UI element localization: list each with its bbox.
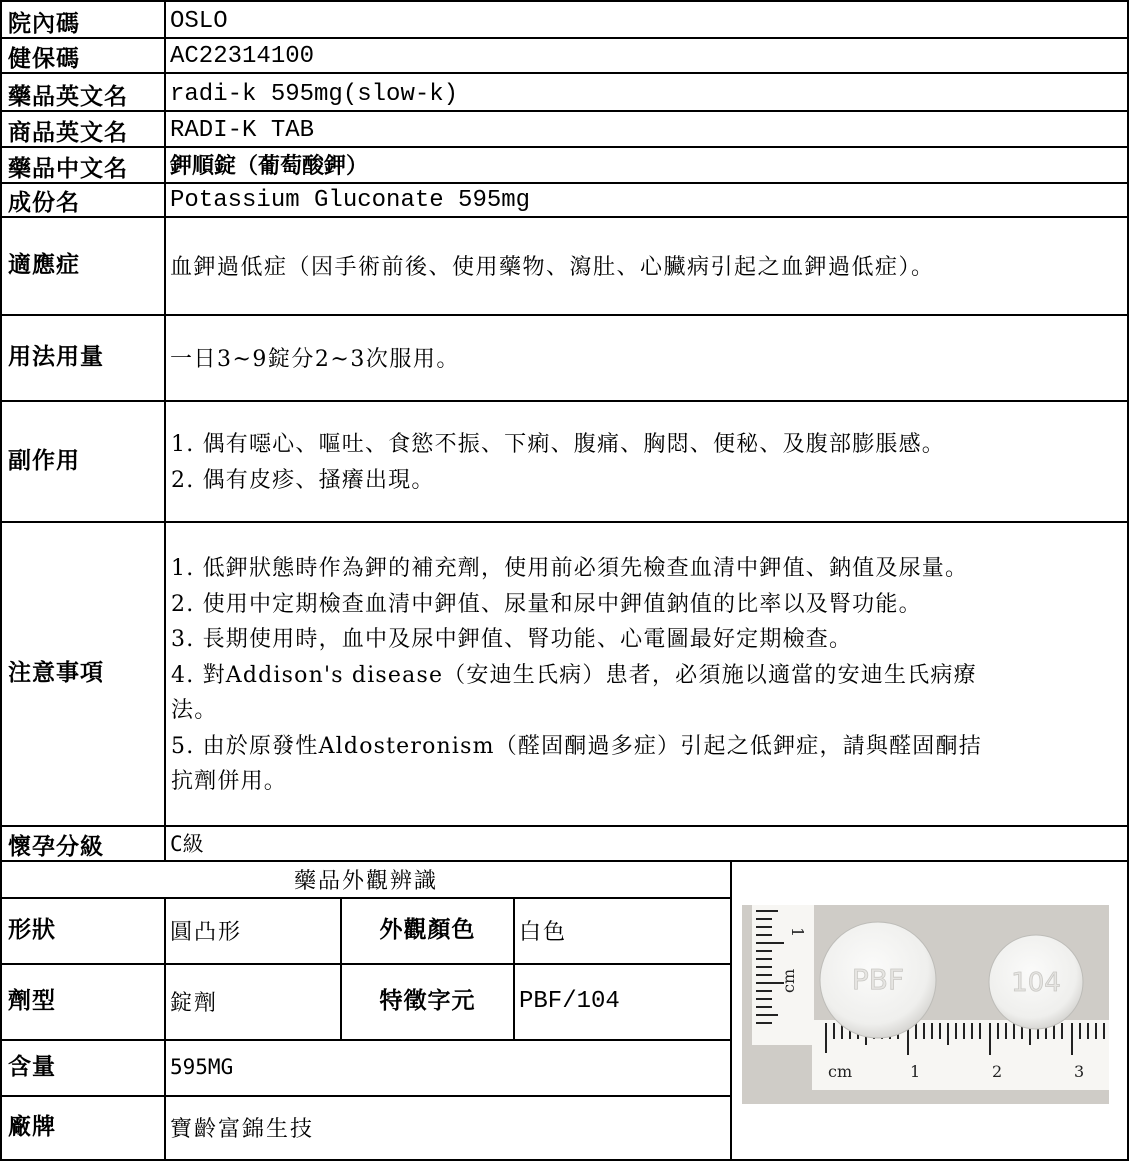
precaution-item: 1. 低鉀狀態時作為鉀的補充劑，使用前必須先檢查血清中鉀值、鈉值及尿量。 [171,556,969,581]
horizontal-ruler-label-1: 1 [910,1062,921,1081]
value-side-effects [164,400,1129,523]
label-dosage: 用法用量 [0,314,166,402]
label-nhi-code: 健保碼 [0,37,166,74]
label-ingredient: 成份名 [0,182,166,218]
tablet-back-imprint: 104 [1011,968,1061,998]
label-product-en-name: 商品英文名 [0,110,166,148]
value-drug-zh-name: 鉀順錠（葡萄酸鉀） [164,146,1129,184]
label-hospital-code: 院內碼 [0,0,166,39]
horizontal-ruler-unit: cm [828,1062,853,1081]
label-strength: 含量 [0,1039,166,1097]
label-precautions: 注意事項 [0,521,166,827]
value-hospital-code: OSLO [164,0,1129,39]
side-effect-item: 2. 偶有皮疹、搔癢出現。 [171,467,435,493]
label-form: 劑型 [0,963,166,1041]
vertical-ruler-label: 1 [788,927,807,938]
value-indication: 血鉀過低症（因手術前後、使用藥物、瀉肚、心臟病引起之血鉀過低症）。 [164,216,1129,316]
label-manufacturer: 廠牌 [0,1095,166,1161]
side-effect-item: 1. 偶有噁心、嘔吐、食慾不振、下痢、腹痛、胸悶、便秘、及腹部膨脹感。 [171,432,945,457]
value-precautions [164,521,1129,827]
value-dosage: 一日3~9錠分2~3次服用。 [164,314,1129,402]
value-nhi-code: AC22314100 [164,37,1129,74]
horizontal-ruler-label-3: 3 [1074,1062,1085,1081]
value-imprint: PBF/104 [513,963,732,1041]
value-shape: 圓凸形 [164,897,342,965]
precaution-item: 3. 長期使用時，血中及尿中鉀值、腎功能、心電圖最好定期檢查。 [171,627,853,652]
precaution-item: 法。 [171,698,218,723]
label-shape: 形狀 [0,897,166,965]
label-side-effects: 副作用 [0,400,166,523]
label-drug-en-name: 藥品英文名 [0,72,166,112]
precaution-item: 抗劑併用。 [171,769,288,794]
value-ingredient: Potassium Gluconate 595mg [164,182,1129,218]
tablet-photo-svg [742,905,1109,1104]
label-drug-zh-name: 藥品中文名 [0,146,166,184]
precaution-item: 5. 由於原發性Aldosteronism（醛固酮過多症）引起之低鉀症，請與醛固酮拮 [171,733,982,759]
value-pregnancy: C級 [164,825,1129,862]
vertical-ruler-unit: cm [779,968,798,993]
tablet-photo [742,905,1109,1104]
label-imprint: 特徵字元 [340,963,515,1041]
value-drug-en-name: radi-k 595mg(slow-k) [164,72,1129,112]
label-color: 外觀顏色 [340,897,515,965]
tablet-front-imprint: PBF [851,963,905,996]
appearance-title: 藥品外觀辨識 [0,860,732,899]
value-product-en-name: RADI-K TAB [164,110,1129,148]
label-indication: 適應症 [0,216,166,316]
precaution-item: 4. 對Addison's disease（安迪生氏病）患者，必須施以適當的安迪生氏病療 [171,662,977,688]
value-color: 白色 [513,897,732,965]
value-form: 錠劑 [164,963,342,1041]
label-pregnancy: 懷孕分級 [0,825,166,862]
precaution-item: 2. 使用中定期檢查血清中鉀值、尿量和尿中鉀值鈉值的比率以及腎功能。 [171,591,922,617]
value-manufacturer: 寶齡富錦生技 [164,1095,732,1161]
horizontal-ruler-label-2: 2 [992,1062,1003,1081]
value-strength: 595MG [164,1039,732,1097]
